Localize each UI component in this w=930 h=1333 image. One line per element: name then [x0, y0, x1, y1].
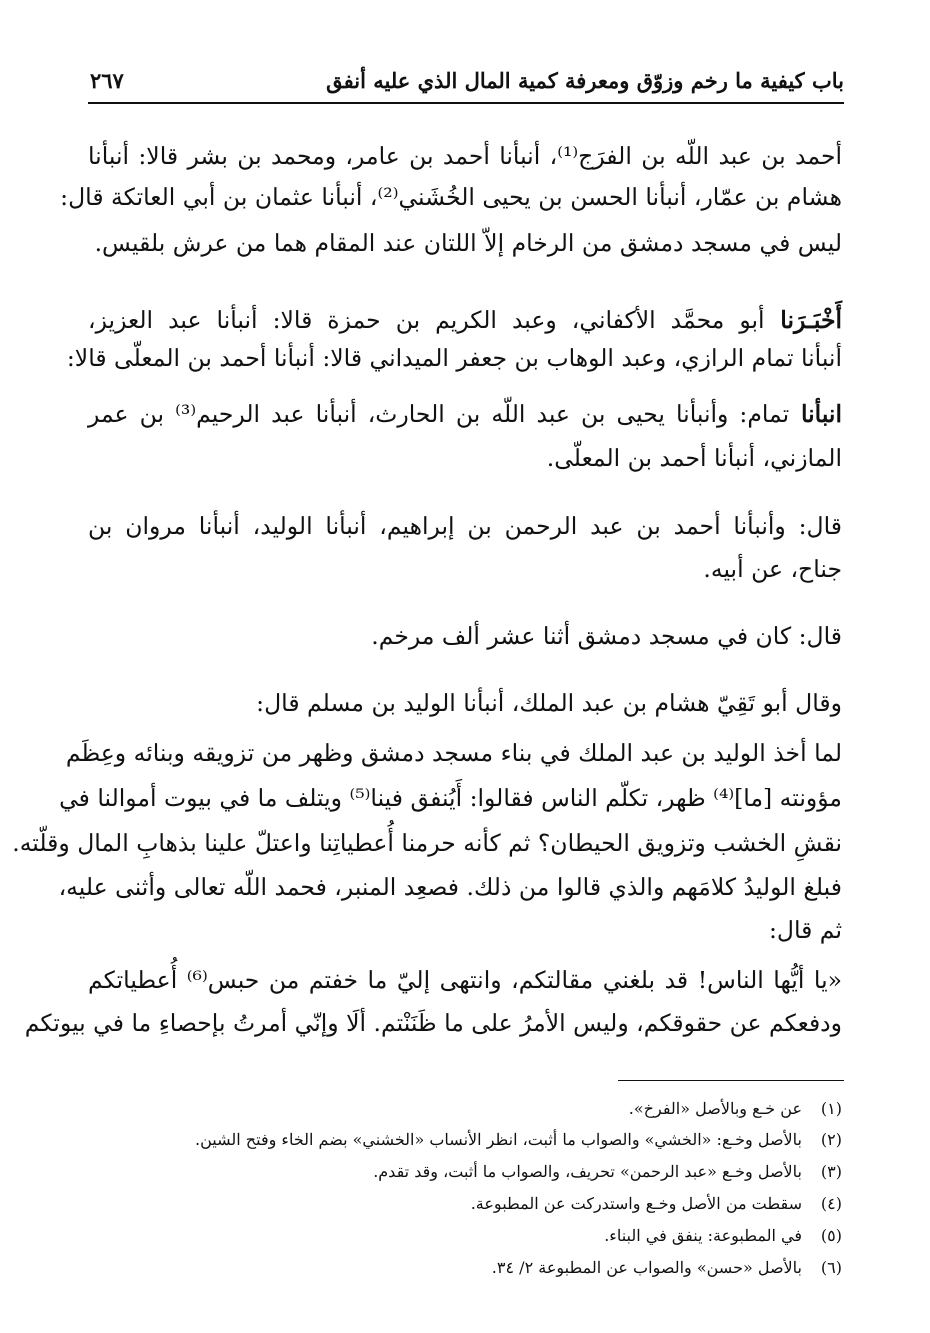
footnote-text: عن خـع وبالأصل «الفرخ». [628, 1099, 802, 1118]
footnote-number: (٢) [820, 1130, 842, 1149]
footnote-text: سقطت من الأصل وخـع واستدركت عن المطبوعة. [470, 1194, 802, 1213]
footnote-text: في المطبوعة: ينفق في البناء. [604, 1226, 802, 1245]
text-line: المازني، أنبأنا أحمد بن المعلّى. [546, 444, 842, 472]
text-line: جناح، عن أبيه. [703, 555, 842, 583]
footnote-separator [618, 1080, 844, 1081]
footnote-text: بالأصل وخـع «عبد الرحمن» تحريف، والصواب ما أثبت، وقد تقدم. [373, 1162, 802, 1181]
footnote [629, 1097, 842, 1121]
footnote [604, 1224, 842, 1248]
footnote [373, 1160, 842, 1184]
footnote [471, 1192, 842, 1216]
footnote-text: بالأصل وخـع: «الخشي» والصواب ما أثبت، انظر الأنساب «الخشني» بضم الخاء وفتح الشين. [195, 1130, 802, 1149]
text-line: وقال أبو تَقِيّ هشام بن عبد الملك، أنبأنا الوليد بن مسلم قال: [256, 689, 842, 717]
footnote-number: (٥) [820, 1226, 842, 1245]
text-line: مؤونته [ما]⁽⁴⁾ ظهر، تكلّم الناس فقالوا: أَيُنفق فينا⁽⁵⁾ ويتلف ما في بيوت أموالنا في [59, 784, 842, 812]
text-line: ودفعكم عن حقوقكم، وليس الأمرُ على ما ظَنَنْتم. ألَا وإنّي أمرتُ بإحصاءِ ما في بيوتكم [24, 1009, 842, 1037]
text-line: أَخْبَـرَنا أبو محمَّد الأكفاني، وعبد الكريم بن حمزة قالا: أنبأنا عبد العزيز، [88, 306, 842, 334]
page-number: ٢٦٧ [90, 68, 124, 93]
footnote-number: (٣) [820, 1162, 842, 1181]
text-line: نقشِ الخشب وتزويق الحيطان؟ ثم كأنه حرمنا أُعطياتِنا واعتلّ علينا بذهابِ المال وقلّته. [12, 829, 842, 857]
text-line: أنبأنا تمام الرازي، وعبد الوهاب بن جعفر الميداني قالا: أنبأنا أحمد بن المعلّى قالا: [66, 344, 842, 372]
text-line: قال: كان في مسجد دمشق أثنا عشر ألف مرخم. [371, 622, 842, 650]
text-line: هشام بن عمّار، أنبأنا الحسن بن يحيى الخُشَني⁽²⁾، أنبأنا عثمان بن أبي العاتكة قال: [60, 183, 842, 211]
footnote-number: (٤) [820, 1194, 842, 1213]
text-line: «يا أيُّها الناس! قد بلغني مقالتكم، وانتهى إليّ ما خفتم من حبس⁽⁶⁾ أُعطياتكم [88, 966, 842, 994]
text-line: أحمد بن عبد اللّه بن الفرَج⁽¹⁾، أنبأنا أحمد بن عامر، ومحمد بن بشر قالا: أنبأنا [88, 142, 843, 170]
footnote [492, 1256, 842, 1280]
text-line: لما أخذ الوليد بن عبد الملك في بناء مسجد دمشق وظهر من تزويقه وبنائه وعِظَم [65, 739, 842, 767]
lead-word: أَخْبَـرَنا [764, 306, 842, 334]
text-line: فبلغ الوليدُ كلامَهم والذي قالوا من ذلك. فصعِد المنبر، فحمد اللّه تعالى وأثنى عليه، [58, 873, 842, 901]
running-header [88, 64, 844, 104]
chapter-title: باب كيفية ما رخم وزوّق ومعرفة كمية المال الذي عليه أنفق [326, 68, 844, 93]
text-line: انبأنا تمام: وأنبأنا يحيى بن عبد اللّه بن الحارث، أنبأنا عبد الرحيم⁽³⁾ بن عمر [88, 400, 842, 428]
footnote-number: (٦) [820, 1258, 842, 1277]
footnote-text: بالأصل «حسن» والصواب عن المطبوعة ٢/ ٣٤. [491, 1258, 802, 1277]
lead-word: انبأنا [789, 400, 842, 428]
text-line: ليس في مسجد دمشق من الرخام إلاّ اللتان عند المقام هما من عرش بلقيس. [94, 229, 842, 257]
footnote-number: (١) [820, 1099, 842, 1118]
text-line: قال: وأنبأنا أحمد بن عبد الرحمن بن إبراهيم، أنبأنا الوليد، أنبأنا مروان بن [88, 512, 842, 540]
text-line: ثم قال: [768, 916, 842, 944]
footnote [195, 1128, 842, 1152]
